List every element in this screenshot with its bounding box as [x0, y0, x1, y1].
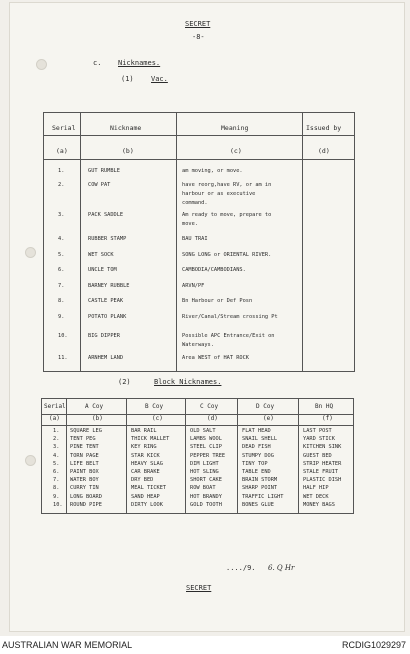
serial-cell: 6.	[58, 267, 65, 273]
column-header: C Coy	[200, 403, 219, 410]
nickname-cell: DIM LIGHT	[190, 460, 219, 467]
serial-cell: 3.	[58, 212, 65, 218]
nickname-cell: STAR KICK	[131, 452, 160, 459]
column-letter: (d)	[318, 147, 330, 155]
serial-cell: 5.	[58, 252, 65, 258]
nickname-cell: COW PAT	[88, 182, 111, 188]
meaning-cell: am moving, or move.	[182, 168, 243, 174]
serial-cell: 8.	[53, 485, 60, 492]
nickname-cell: PLASTIC DISH	[303, 477, 342, 484]
meaning-cell: Am ready to move, prepare to	[182, 212, 272, 218]
nickname-cell: LAST POST	[303, 428, 332, 434]
serial-cell: 2.	[58, 182, 65, 188]
punch-hole	[25, 247, 36, 258]
nickname-cell: UNCLE TOM	[88, 267, 117, 273]
nickname-cell: PEPPER TREE	[190, 452, 226, 459]
nickname-cell: WET DECK	[303, 493, 329, 500]
subsection-marker: (1)	[121, 75, 134, 83]
column-header: Meaning	[221, 124, 249, 132]
meaning-cell: BAU TRAI	[182, 236, 208, 242]
classification-header: SECRET	[185, 20, 211, 28]
nickname-cell: TRAFFIC LIGHT	[242, 493, 284, 500]
subsection-title: Block Nicknames.	[154, 378, 222, 386]
block-nickname-table	[41, 398, 354, 514]
nickname-cell: ROUND PIPE	[70, 501, 102, 508]
nickname-table	[43, 112, 355, 372]
serial-cell: 6.	[53, 469, 60, 475]
nickname-cell: CAR BRAKE	[131, 469, 160, 475]
punch-hole	[36, 59, 47, 70]
serial-cell: 1.	[53, 428, 60, 434]
nickname-cell: HALF HIP	[303, 485, 329, 492]
nickname-cell: CASTLE PEAK	[88, 298, 124, 304]
meaning-cell: River/Canal/Stream crossing Pt	[182, 314, 278, 320]
serial-cell: 7.	[58, 283, 65, 289]
column-letter: (d)	[207, 415, 218, 422]
archive-footer	[0, 636, 410, 654]
meaning-cell: harbour or as executive	[182, 191, 256, 197]
column-header: Issued by	[306, 124, 342, 132]
meaning-cell: command.	[182, 200, 208, 206]
archive-reference: RCDIG1029297	[341, 640, 406, 650]
nickname-cell: MONEY BAGS	[303, 501, 335, 508]
nickname-cell: LAMBS WOOL	[190, 436, 222, 443]
serial-cell: 9.	[53, 493, 60, 500]
meaning-cell: SONG LONG or ORIENTAL RIVER.	[182, 252, 272, 258]
nickname-cell: CURRY TIN	[70, 485, 99, 492]
nickname-cell: GUEST BED	[303, 452, 332, 459]
meaning-cell: CAMBODIA/CAMBODIANS.	[182, 267, 246, 273]
nickname-cell: STRIP HEATER	[303, 460, 342, 467]
nickname-cell: OLD SALT	[190, 428, 216, 434]
column-header: D Coy	[256, 403, 275, 410]
nickname-cell: MEAL TICKET	[131, 485, 167, 492]
punch-hole	[25, 455, 36, 466]
serial-cell: 11.	[58, 355, 68, 361]
column-header: Nickname	[110, 124, 142, 132]
nickname-cell: THICK MALLET	[131, 436, 170, 443]
serial-cell: 2.	[53, 436, 60, 443]
nickname-cell: HOT BRANDY	[190, 493, 222, 500]
nickname-cell: SHORT CAKE	[190, 477, 222, 484]
meaning-cell: have reorg,have RV, or am in	[182, 182, 272, 188]
nickname-cell: PACK SADDLE	[88, 212, 124, 218]
nickname-cell: SNAIL SHELL	[242, 436, 278, 443]
nickname-cell: YARD STICK	[303, 436, 335, 443]
nickname-cell: BIG DIPPER	[88, 333, 120, 339]
nickname-cell: DEAD FISH	[242, 444, 271, 451]
archive-name: AUSTRALIAN WAR MEMORIAL	[2, 640, 133, 650]
nickname-cell: BARNEY RUBBLE	[88, 283, 130, 289]
column-header: Serial	[44, 403, 66, 410]
nickname-cell: TABLE END	[242, 469, 271, 475]
nickname-cell: TENT PEG	[70, 436, 96, 443]
nickname-cell: LIFE BELT	[70, 460, 99, 467]
serial-cell: 7.	[53, 477, 60, 484]
nickname-cell: DIRTY LOOK	[131, 501, 163, 508]
nickname-cell: BONES GLUE	[242, 501, 274, 508]
column-letter: (c)	[230, 147, 242, 155]
serial-cell: 4.	[53, 452, 60, 459]
serial-cell: 1.	[58, 168, 65, 174]
column-header: Bn HQ	[315, 403, 334, 410]
nickname-cell: HOT SLING	[190, 469, 219, 475]
nickname-cell: LONG BOARD	[70, 493, 102, 500]
nickname-cell: TORN PAGE	[70, 452, 99, 459]
nickname-cell: FLAT HEAD	[242, 428, 271, 434]
nickname-cell: PINE TENT	[70, 444, 99, 451]
subsection-marker: (2)	[118, 378, 131, 386]
column-header: A Coy	[85, 403, 104, 410]
column-header: B Coy	[145, 403, 164, 410]
column-letter: (b)	[122, 147, 134, 155]
nickname-cell: SQUARE LEG	[70, 428, 102, 434]
nickname-cell: BAR RAIL	[131, 428, 157, 434]
section-marker: c.	[93, 59, 102, 67]
nickname-cell: KEY RING	[131, 444, 157, 451]
column-letter: (a)	[49, 415, 60, 422]
page-number: -8-	[192, 33, 205, 41]
meaning-cell: ARVN/PF	[182, 283, 205, 289]
handwritten-annotation: 6. Q Hr	[268, 564, 295, 572]
nickname-cell: SAND HEAP	[131, 493, 160, 500]
meaning-cell: Area WEST of HAT ROCK	[182, 355, 249, 361]
meaning-cell: move.	[182, 221, 198, 227]
subsection-title: Vac.	[151, 75, 168, 83]
column-header: Serial	[52, 124, 76, 132]
meaning-cell: Waterways.	[182, 342, 214, 348]
nickname-cell: GUT RUMBLE	[88, 168, 120, 174]
nickname-cell: HEAVY SLAG	[131, 460, 163, 467]
nickname-cell: RUBBER STAMP	[88, 236, 127, 242]
nickname-cell: DRY BED	[131, 477, 154, 484]
nickname-cell: STALE FRUIT	[303, 469, 339, 475]
serial-cell: 9.	[58, 314, 65, 320]
column-letter: (b)	[92, 415, 103, 422]
column-letter: (e)	[263, 415, 274, 422]
nickname-cell: KITCHEN SINK	[303, 444, 342, 451]
nickname-cell: BRAIN STORM	[242, 477, 278, 484]
meaning-cell: Possible APC Entrance/Exit on	[182, 333, 275, 339]
nickname-cell: SHARP POINT	[242, 485, 278, 492]
column-letter: (a)	[56, 147, 68, 155]
nickname-cell: WET SOCK	[88, 252, 114, 258]
serial-cell: 10.	[58, 333, 68, 339]
nickname-cell: GOLD TOOTH	[190, 501, 222, 508]
nickname-cell: POTATO PLANK	[88, 314, 127, 320]
section-title: Nicknames.	[118, 59, 161, 67]
serial-cell: 5.	[53, 460, 60, 467]
classification-footer: SECRET	[186, 584, 212, 592]
nickname-cell: STEEL CLIP	[190, 444, 222, 451]
continuation-marker: ..../9.	[226, 564, 256, 572]
column-letter: (c)	[152, 415, 163, 422]
nickname-cell: WATER BOY	[70, 477, 99, 484]
serial-cell: 10.	[53, 501, 63, 508]
serial-cell: 8.	[58, 298, 65, 304]
nickname-cell: ARNHEM LAND	[88, 355, 124, 361]
nickname-cell: TINY TOP	[242, 460, 268, 467]
meaning-cell: Bn Harbour or Def Posn	[182, 298, 253, 304]
nickname-cell: PAINT BOX	[70, 469, 99, 475]
column-letter: (f)	[322, 415, 333, 422]
serial-cell: 4.	[58, 236, 65, 242]
serial-cell: 3.	[53, 444, 60, 451]
nickname-cell: ROW BOAT	[190, 485, 216, 492]
nickname-cell: STUMPY DOG	[242, 452, 274, 459]
